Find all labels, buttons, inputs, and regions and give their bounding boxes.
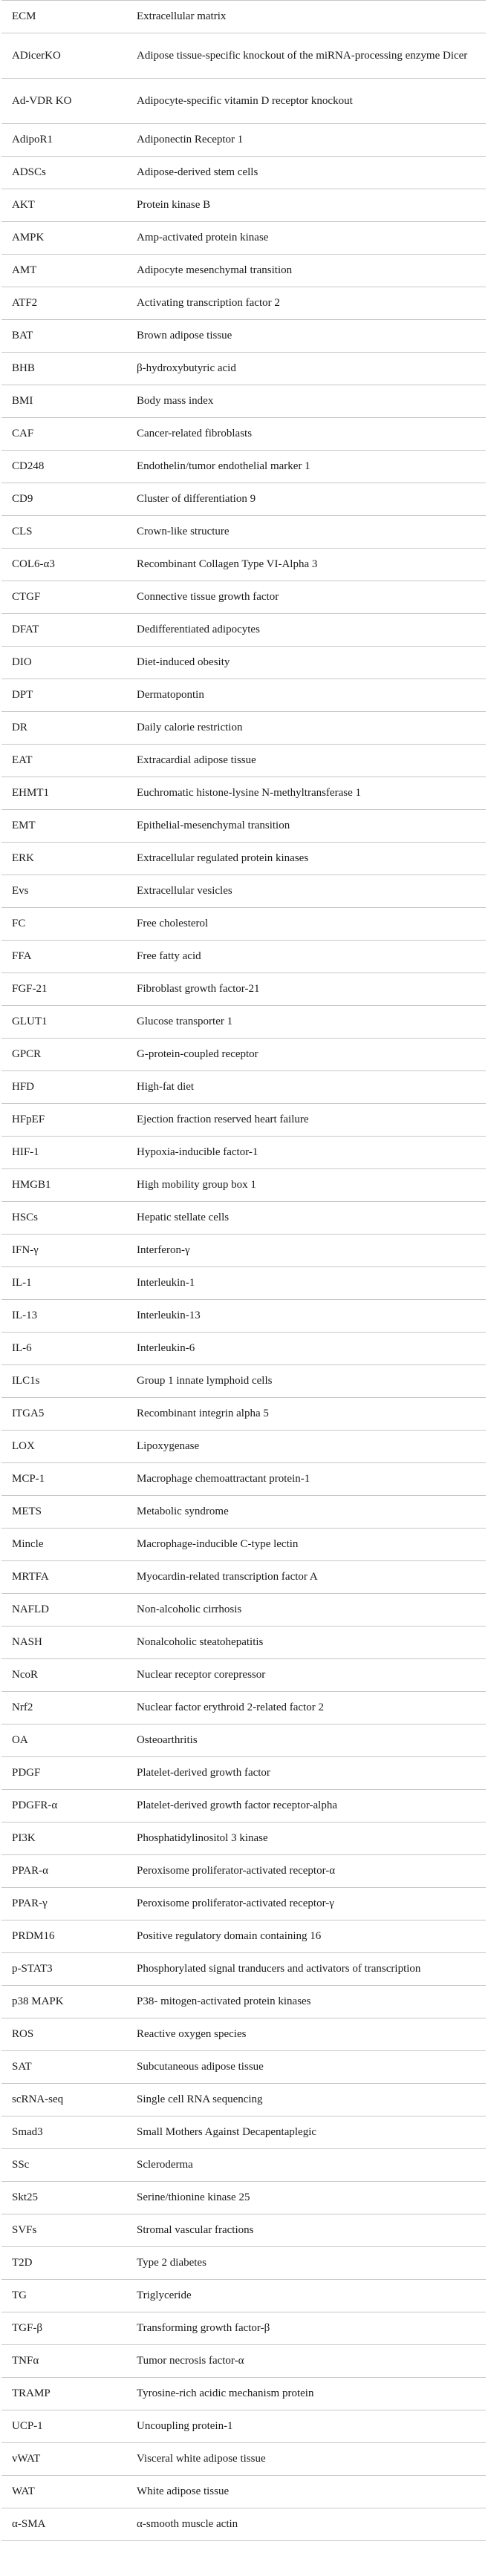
definition-cell: Non-alcoholic cirrhosis [132,1594,486,1627]
abbreviation-cell: Evs [1,875,132,908]
definition-cell: Brown adipose tissue [132,320,486,353]
definition-cell: Daily calorie restriction [132,712,486,745]
table-row [1,777,486,810]
definition-cell: Uncoupling protein-1 [132,2410,486,2443]
abbreviation-cell: MRTFA [1,1561,132,1594]
definition-cell: Interleukin-1 [132,1267,486,1300]
definition-cell: Adipocyte-specific vitamin D receptor knockout [132,79,486,124]
abbreviation-cell: TNFα [1,2345,132,2378]
abbreviation-cell: SVFs [1,2214,132,2247]
definition-cell: Group 1 innate lymphoid cells [132,1365,486,1398]
abbreviation-cell: TRAMP [1,2378,132,2410]
abbreviation-cell: vWAT [1,2443,132,2476]
table-row [1,2280,486,2312]
definition-cell: Tyrosine-rich acidic mechanism protein [132,2378,486,2410]
table-row [1,581,486,614]
abbreviation-cell: PDGFR-α [1,1790,132,1823]
definition-cell: Adipose tissue-specific knockout of the miRNA-processing enzyme Dicer [132,33,486,79]
definition-cell: Phosphatidylinositol 3 kinase [132,1823,486,1855]
definition-cell: Macrophage chemoattractant protein-1 [132,1463,486,1496]
table-row [1,2312,486,2345]
table-row [1,875,486,908]
table-row [1,1333,486,1365]
definition-cell: Diet-induced obesity [132,647,486,679]
definition-cell: Glucose transporter 1 [132,1006,486,1039]
abbreviation-cell: PPAR-γ [1,1888,132,1920]
definition-cell: Visceral white adipose tissue [132,2443,486,2476]
abbreviation-cell: BAT [1,320,132,353]
table-row [1,157,486,189]
table-row [1,1986,486,2018]
definition-cell: P38- mitogen-activated protein kinases [132,1986,486,2018]
table-row [1,1953,486,1986]
abbreviation-cell: GPCR [1,1039,132,1071]
abbreviation-cell: BMI [1,385,132,418]
abbreviation-cell: ERK [1,843,132,875]
abbreviation-cell: TGF-β [1,2312,132,2345]
abbreviation-cell: NASH [1,1627,132,1659]
abbreviation-cell: ITGA5 [1,1398,132,1431]
table-row [1,843,486,875]
definition-cell: Small Mothers Against Decapentaplegic [132,2116,486,2149]
abbreviation-cell: PPAR-α [1,1855,132,1888]
table-row [1,614,486,647]
abbreviation-cell: IL-13 [1,1300,132,1333]
table-row [1,1071,486,1104]
abbreviation-cell: FFA [1,941,132,973]
abbreviation-cell: CAF [1,418,132,451]
definition-cell: Hepatic stellate cells [132,1202,486,1235]
abbreviation-cell: TG [1,2280,132,2312]
table-row [1,2345,486,2378]
definition-cell: Stromal vascular fractions [132,2214,486,2247]
table-row [1,353,486,385]
table-row [1,1202,486,1235]
table-row [1,1137,486,1169]
abbreviation-cell: METS [1,1496,132,1529]
table-row [1,2378,486,2410]
abbreviation-cell: p-STAT3 [1,1953,132,1986]
definition-cell: Interleukin-13 [132,1300,486,1333]
table-row [1,1855,486,1888]
abbreviation-cell: CTGF [1,581,132,614]
abbreviation-cell: ATF2 [1,287,132,320]
table-row [1,2116,486,2149]
abbreviation-cell: NAFLD [1,1594,132,1627]
definition-cell: β-hydroxybutyric acid [132,353,486,385]
table-row [1,712,486,745]
table-row [1,255,486,287]
definition-cell: G-protein-coupled receptor [132,1039,486,1071]
table-row [1,1006,486,1039]
definition-cell: Triglyceride [132,2280,486,2312]
table-row [1,1365,486,1398]
table-row [1,2410,486,2443]
definition-cell: Macrophage-inducible C-type lectin [132,1529,486,1561]
table-row [1,549,486,581]
abbreviation-cell: Ad-VDR KO [1,79,132,124]
table-row [1,1267,486,1300]
table-row [1,2051,486,2084]
abbreviation-cell: AMPK [1,222,132,255]
table-row [1,1039,486,1071]
definition-cell: α-smooth muscle actin [132,2508,486,2541]
abbreviation-cell: DIO [1,647,132,679]
abbreviation-cell: PI3K [1,1823,132,1855]
table-row [1,516,486,549]
abbreviation-cell: α-SMA [1,2508,132,2541]
table-row [1,1169,486,1202]
definition-cell: Scleroderma [132,2149,486,2182]
table-row [1,1627,486,1659]
abbreviation-cell: IL-6 [1,1333,132,1365]
abbreviation-cell: FGF-21 [1,973,132,1006]
definition-cell: Crown-like structure [132,516,486,549]
definition-cell: Epithelial-mesenchymal transition [132,810,486,843]
definition-cell: Free cholesterol [132,908,486,941]
abbreviation-cell: HMGB1 [1,1169,132,1202]
definition-cell: Nuclear factor erythroid 2-related factor 2 [132,1692,486,1725]
table-row [1,1496,486,1529]
definition-cell: Reactive oxygen species [132,2018,486,2051]
abbreviation-cell: ADSCs [1,157,132,189]
table-row [1,679,486,712]
abbreviation-cell: CD9 [1,483,132,516]
abbreviation-cell: ECM [1,1,132,33]
definition-cell: Metabolic syndrome [132,1496,486,1529]
table-row [1,2476,486,2508]
definition-cell: Cluster of differentiation 9 [132,483,486,516]
definition-cell: Lipoxygenase [132,1431,486,1463]
table-row [1,79,486,124]
abbreviation-cell: T2D [1,2247,132,2280]
definition-cell: Adiponectin Receptor 1 [132,124,486,157]
definition-cell: Extracellular vesicles [132,875,486,908]
abbreviation-cell: ADicerKO [1,33,132,79]
abbreviation-cell: CLS [1,516,132,549]
definition-cell: Interferon-γ [132,1235,486,1267]
definition-cell: Extracellular regulated protein kinases [132,843,486,875]
table-row [1,1529,486,1561]
abbreviation-cell: AdipoR1 [1,124,132,157]
abbreviations-table [1,0,486,2541]
table-row [1,1398,486,1431]
abbreviation-cell: HFpEF [1,1104,132,1137]
table-row [1,1757,486,1790]
definition-cell: Adipocyte mesenchymal transition [132,255,486,287]
definition-cell: Platelet-derived growth factor receptor-alpha [132,1790,486,1823]
table-row [1,2084,486,2116]
abbreviation-cell: IL-1 [1,1267,132,1300]
table-row [1,2443,486,2476]
table-row [1,973,486,1006]
table-row [1,1659,486,1692]
table-row [1,385,486,418]
definition-cell: Recombinant integrin alpha 5 [132,1398,486,1431]
definition-cell: Osteoarthritis [132,1725,486,1757]
definition-cell: Type 2 diabetes [132,2247,486,2280]
definition-cell: Euchromatic histone-lysine N-methyltransferase 1 [132,777,486,810]
abbreviation-cell: Mincle [1,1529,132,1561]
table-row [1,2508,486,2541]
abbreviation-cell: scRNA-seq [1,2084,132,2116]
definition-cell: Adipose-derived stem cells [132,157,486,189]
table-row [1,33,486,79]
definition-cell: Interleukin-6 [132,1333,486,1365]
definition-cell: Dedifferentiated adipocytes [132,614,486,647]
definition-cell: Fibroblast growth factor-21 [132,973,486,1006]
table-row [1,418,486,451]
abbreviation-cell: UCP-1 [1,2410,132,2443]
definition-cell: Cancer-related fibroblasts [132,418,486,451]
table-row [1,2149,486,2182]
definition-cell: Platelet-derived growth factor [132,1757,486,1790]
abbreviation-cell: LOX [1,1431,132,1463]
definition-cell: Amp-activated protein kinase [132,222,486,255]
abbreviation-cell: SSc [1,2149,132,2182]
table-row [1,189,486,222]
table-row [1,1561,486,1594]
abbreviation-cell: EAT [1,745,132,777]
table-row [1,1692,486,1725]
definition-cell: High-fat diet [132,1071,486,1104]
table-row [1,1725,486,1757]
table-row [1,483,486,516]
table-row [1,2182,486,2214]
abbreviation-cell: p38 MAPK [1,1986,132,2018]
abbreviation-cell: COL6-α3 [1,549,132,581]
table-row [1,451,486,483]
table-row [1,222,486,255]
abbreviation-cell: AMT [1,255,132,287]
definition-cell: Phosphorylated signal tranducers and activators of transcription [132,1953,486,1986]
abbreviation-cell: IFN-γ [1,1235,132,1267]
definition-cell: Ejection fraction reserved heart failure [132,1104,486,1137]
abbreviation-cell: CD248 [1,451,132,483]
definition-cell: Activating transcription factor 2 [132,287,486,320]
abbreviation-cell: DR [1,712,132,745]
abbreviation-cell: MCP-1 [1,1463,132,1496]
abbreviation-cell: PRDM16 [1,1920,132,1953]
abbreviation-cell: EMT [1,810,132,843]
table-row [1,1790,486,1823]
abbreviation-cell: BHB [1,353,132,385]
table-row [1,2247,486,2280]
definition-cell: Transforming growth factor-β [132,2312,486,2345]
table-row [1,1888,486,1920]
table-row [1,1300,486,1333]
abbreviation-cell: HSCs [1,1202,132,1235]
definition-cell: Dermatopontin [132,679,486,712]
abbreviation-cell: DFAT [1,614,132,647]
table-row [1,745,486,777]
definition-cell: Recombinant Collagen Type VI-Alpha 3 [132,549,486,581]
abbreviation-cell: DPT [1,679,132,712]
definition-cell: Nuclear receptor corepressor [132,1659,486,1692]
table-row [1,124,486,157]
table-row [1,2018,486,2051]
table-row [1,1594,486,1627]
definition-cell: Peroxisome proliferator-activated receptor-γ [132,1888,486,1920]
definition-cell: Connective tissue growth factor [132,581,486,614]
abbreviation-cell: Smad3 [1,2116,132,2149]
abbreviation-cell: HFD [1,1071,132,1104]
definition-cell: Hypoxia-inducible factor-1 [132,1137,486,1169]
abbreviation-cell: GLUT1 [1,1006,132,1039]
definition-cell: Peroxisome proliferator-activated receptor-α [132,1855,486,1888]
abbreviation-cell: HIF-1 [1,1137,132,1169]
definition-cell: High mobility group box 1 [132,1169,486,1202]
abbreviation-cell: ROS [1,2018,132,2051]
definition-cell: Myocardin-related transcription factor A [132,1561,486,1594]
table-row [1,647,486,679]
table-row [1,1823,486,1855]
abbreviations-table-body [1,1,486,2541]
definition-cell: Extracellular matrix [132,1,486,33]
table-row [1,941,486,973]
abbreviation-cell: SAT [1,2051,132,2084]
definition-cell: Protein kinase B [132,189,486,222]
table-row [1,320,486,353]
abbreviation-cell: AKT [1,189,132,222]
definition-cell: Body mass index [132,385,486,418]
definition-cell: Nonalcoholic steatohepatitis [132,1627,486,1659]
abbreviation-cell: Nrf2 [1,1692,132,1725]
table-row [1,1235,486,1267]
table-row [1,1104,486,1137]
definition-cell: Single cell RNA sequencing [132,2084,486,2116]
definition-cell: Positive regulatory domain containing 16 [132,1920,486,1953]
definition-cell: Free fatty acid [132,941,486,973]
definition-cell: Endothelin/tumor endothelial marker 1 [132,451,486,483]
abbreviation-cell: Skt25 [1,2182,132,2214]
abbreviation-cell: PDGF [1,1757,132,1790]
table-row [1,810,486,843]
abbreviation-cell: FC [1,908,132,941]
abbreviation-cell: WAT [1,2476,132,2508]
definition-cell: Extracardial adipose tissue [132,745,486,777]
table-row [1,1431,486,1463]
definition-cell: White adipose tissue [132,2476,486,2508]
abbreviation-cell: NcoR [1,1659,132,1692]
table-row [1,1,486,33]
table-row [1,2214,486,2247]
abbreviation-cell: EHMT1 [1,777,132,810]
table-row [1,1920,486,1953]
table-row [1,1463,486,1496]
definition-cell: Subcutaneous adipose tissue [132,2051,486,2084]
table-row [1,908,486,941]
table-row [1,287,486,320]
definition-cell: Tumor necrosis factor-α [132,2345,486,2378]
abbreviation-cell: OA [1,1725,132,1757]
definition-cell: Serine/thionine kinase 25 [132,2182,486,2214]
abbreviation-cell: ILC1s [1,1365,132,1398]
